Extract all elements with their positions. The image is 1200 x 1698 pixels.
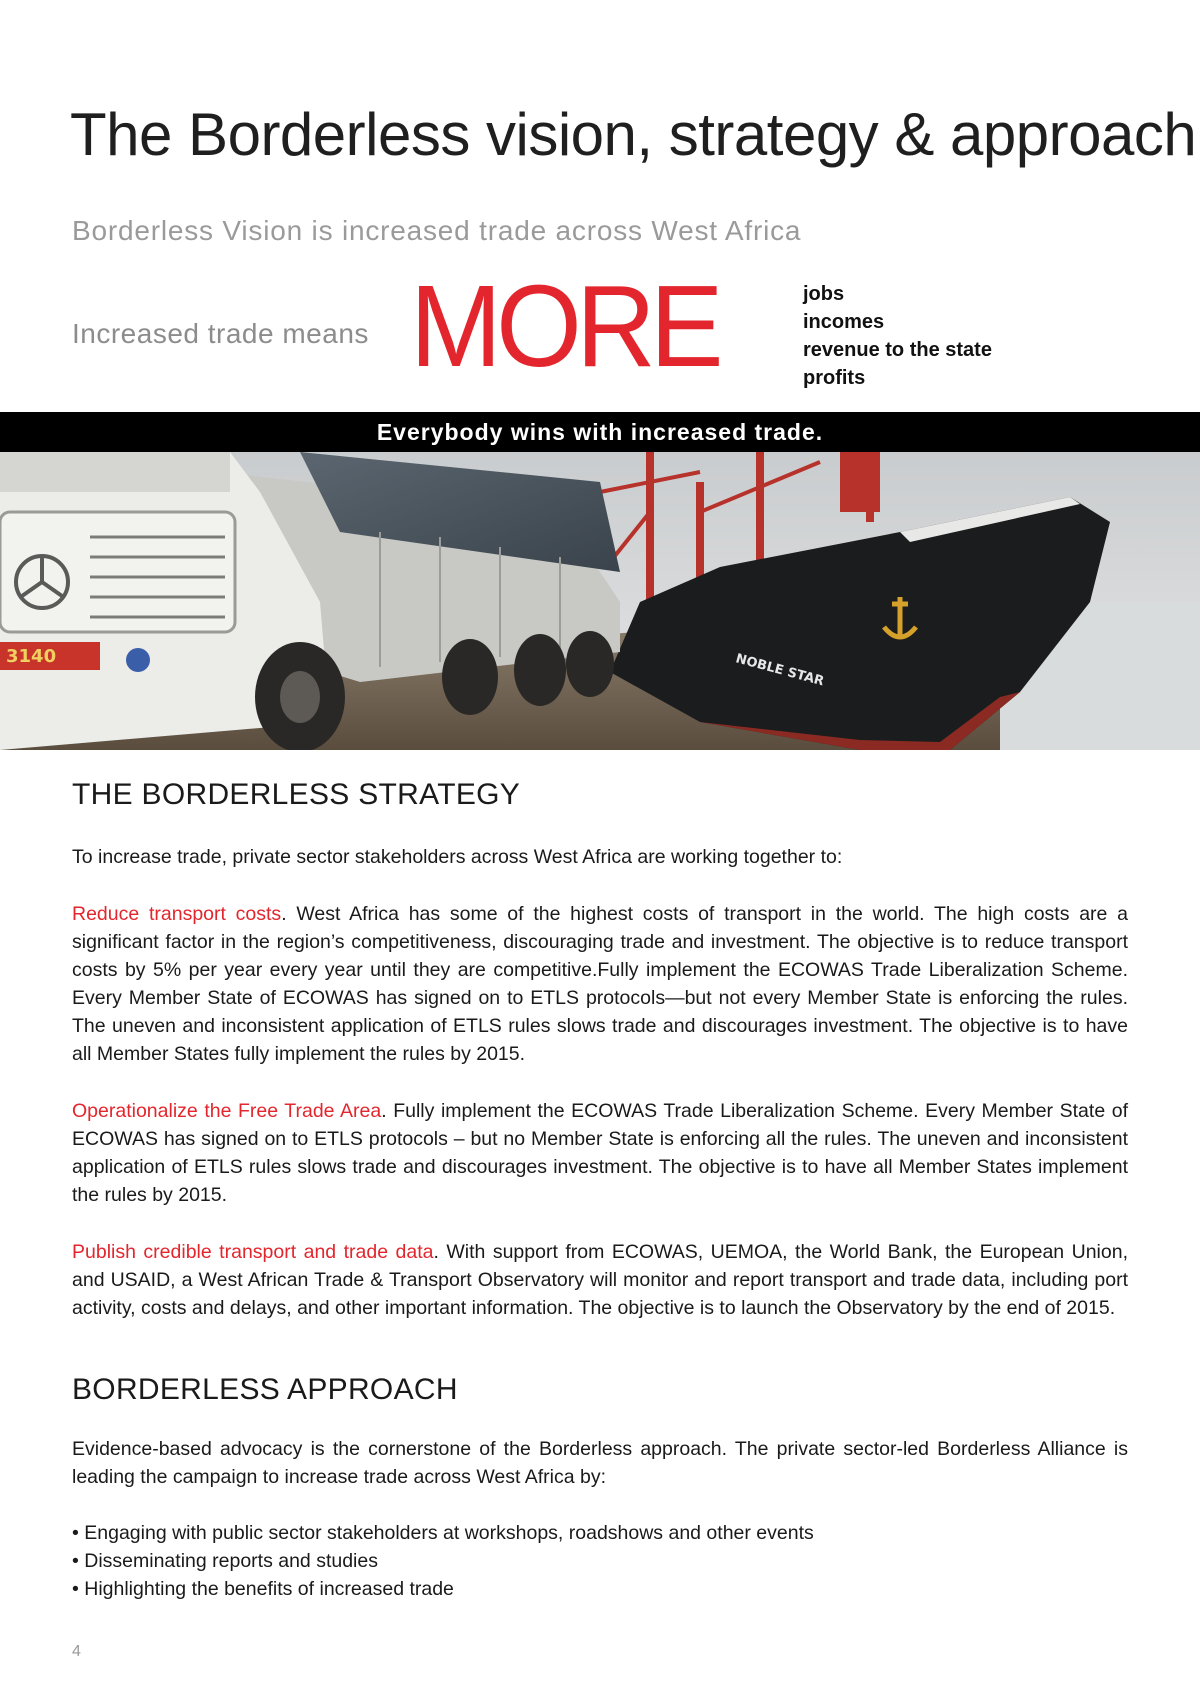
strategy-item-title: Operationalize the Free Trade Area	[72, 1100, 382, 1122]
strategy-item	[72, 1238, 1128, 1322]
more-headline: MORE	[410, 261, 718, 391]
strategy-item-text: . West Africa has some of the highest costs of transport in the world. The high costs are a significant factor in the region’s competitiveness, discouraging trade and investment. The objective is to reduce transport costs by 5% per year every year until they are competitive.Fully implement the ECOWAS Trade Liberalization Scheme. Every Member State of ECOWAS has signed on to ETLS protocols—but not every Member State is enforcing the rules. The uneven and inconsistent application of ETLS rules slows trade and discourages investment. The objective is to have all Member States fully implement the rules by 2015.	[72, 903, 1128, 1065]
benefit-item: incomes	[803, 311, 885, 333]
strategy-item	[72, 1097, 1128, 1209]
benefit-item: jobs	[803, 283, 845, 305]
approach-bullet: • Highlighting the benefits of increased trade	[72, 1575, 814, 1603]
benefits-list	[803, 280, 992, 392]
strategy-item-title: Reduce transport costs	[72, 903, 282, 925]
approach-bullet: • Disseminating reports and studies	[72, 1547, 814, 1575]
strategy-item-text: . Fully implement the ECOWAS Trade Liberalization Scheme. Every Member State of ECOWAS has signed on to ETLS protocols – but no Member State is enforcing all the rules. The uneven and inconsistent application of ETLS rules slows trade and discourages investment. The objective is to have all Member States implement the rules by 2015.	[72, 1100, 1128, 1206]
strategy-item-text: . With support from ECOWAS, UEMOA, the World Bank, the European Union, and USAID, a West African Trade & Transport Observatory will monitor and report transport and trade data, including port activity, costs and delays, and other important information. The objective is to launch the Observatory by the end of 2015.	[72, 1241, 1128, 1319]
approach-bullet: • Engaging with public sector stakeholders at workshops, roadshows and other events	[72, 1519, 814, 1547]
page-title: The Borderless vision, strategy & approach	[70, 101, 1197, 168]
approach-intro: Evidence-based advocacy is the cornerstone of the Borderless approach. The private sector-led Borderless Alliance is leading the campaign to increase trade across West Africa by:	[72, 1438, 1128, 1488]
strategy-item	[72, 900, 1128, 1068]
license-plate: 3140	[6, 646, 57, 667]
page-number: 4	[72, 1643, 81, 1660]
truck-and-ship-image	[0, 452, 1200, 750]
vision-subtitle: Borderless Vision is increased trade across West Africa	[72, 215, 802, 246]
approach-bullets	[72, 1519, 814, 1603]
benefit-item: profits	[803, 367, 866, 389]
slogan-banner: Everybody wins with increased trade.	[0, 412, 1200, 452]
benefit-item: revenue to the state	[803, 339, 992, 361]
approach-heading: BORDERLESS APPROACH	[72, 1373, 458, 1406]
strategy-heading: THE BORDERLESS STRATEGY	[72, 778, 521, 811]
strategy-item-title: Publish credible transport and trade data	[72, 1241, 434, 1263]
trade-means-label: Increased trade means	[72, 318, 369, 349]
ship-name: NOBLE STAR	[733, 651, 826, 690]
strategy-intro: To increase trade, private sector stakeholders across West Africa are working together to:	[72, 846, 843, 868]
port-photo	[0, 452, 1200, 750]
